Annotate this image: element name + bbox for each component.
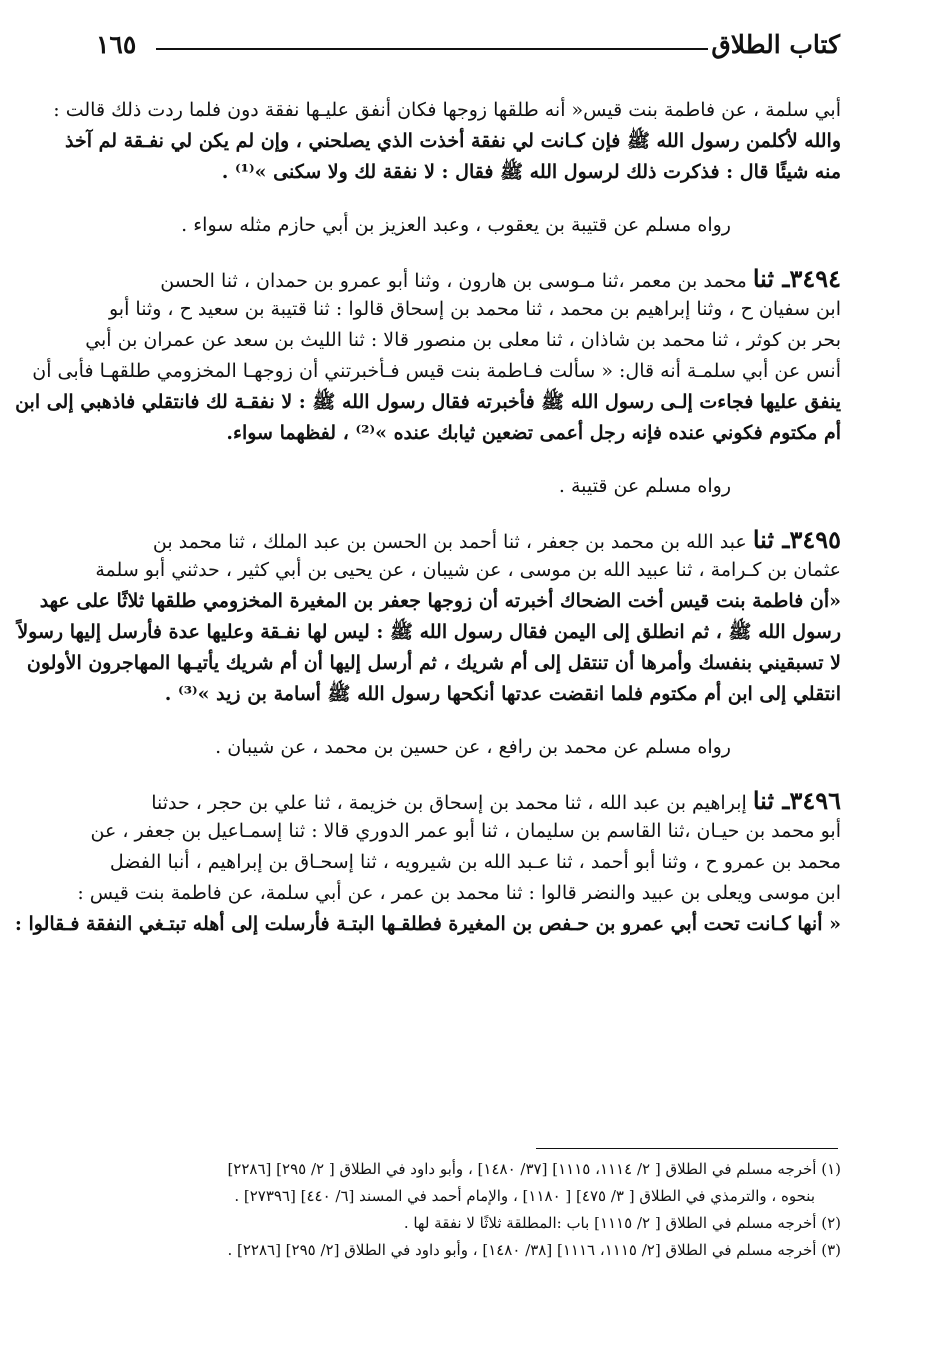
text-line: ابن سفيان ح ، وثنا إبراهيم بن محمد ، ثنا محمد بن إسحاق قالوا : ثنا قتيبة بن سعيد ح ، وثنا أبو bbox=[108, 298, 841, 320]
text-line: منه شيئًا قال : فذكرت ذلك لرسول الله ﷺ فقال : لا نفقة لك ولا سكنى »⁽¹⁾ . bbox=[221, 161, 841, 183]
text-line: أم مكتوم فكوني عنده فإنه رجل أعمى تضعين ثيابك عنده »⁽²⁾ ، لفظهما سواء. bbox=[226, 422, 841, 444]
text-line: رسول الله ﷺ ، ثم انطلق إلى اليمن فقال رسول الله ﷺ : ليس لها نفـقة وعليها عدة فأرسل إليها رسولاً bbox=[17, 621, 841, 643]
text-line: ينفق عليها فجاءت إلـى رسول الله ﷺ فأخبرته فقال رسول الله ﷺ : لا نفقـة لك فانتقلي فاذهبي إلى ابن bbox=[15, 391, 841, 413]
text-line: أنس عن أبي سلمـة أنه قال: « سألت فـاطمة بنت قيس فـأخبرتني أن زوجهـا المخزومي طلقهـا فأبى أن bbox=[32, 360, 841, 382]
text-line: محمد بن عمرو ح ، وثنا أبو أحمد ، ثنا عـبد الله بن شيرويه ، ثنا إسحـاق بن إبراهيم ، أنبا الفضل bbox=[109, 851, 841, 873]
footnote: (١) أخرجه مسلم في الطلاق [ ٢/ ١١١٤، ١١١٥] [٣٧/ ١٤٨٠] ، وأبو داود في الطلاق [ ٢/ ٢٩٥] [٢٢٨٦] bbox=[227, 1160, 841, 1178]
text-line: أبو محمد بن حيـان ،ثنا القاسم بن سليمان ، ثنا أبو عمر الدوري قالا : ثنا إسمـاعيل بن جعفر ، عن bbox=[90, 820, 841, 842]
text-line: « أنها كـانت تحت أبي عمرو بن حـفص بن المغيرة فطلقـها البتـة فأرسلت إلى أهله تبتـغي النفقة فـقالوا : bbox=[14, 913, 841, 935]
footnote-continuation: بنحوه ، والترمذي في الطلاق [ ٣/ ٤٧٥] [ ١١٨٠] ، والإمام أحمد في المسند [٦/ ٤٤٠] [٢٧٣٩٦] . bbox=[234, 1187, 815, 1205]
hadith-number: ٣٤٩٥ـ ثنا bbox=[752, 525, 841, 554]
text-line: عثمان بن كـرامة ، ثنا عبيد الله بن موسى ، عن شيبان ، عن يحيى بن أبي كثير ، حدثني أبو سلمة bbox=[95, 559, 841, 581]
footnote: (٣) أخرجه مسلم في الطلاق [٢/ ١١١٥، ١١١٦] [٣٨/ ١٤٨٠] ، وأبو داود في الطلاق [٢/ ٢٩٥] [٢٢٨٦] . bbox=[227, 1241, 841, 1259]
text-line: ابن موسى ويعلى بن عبيد والنضر قالوا : ثنا محمد بن عمر ، عن أبي سلمة، عن فاطمة بنت قيس : bbox=[77, 882, 841, 904]
text-line: لا تسبقيني بنفسك وأمرها أن تنتقل إلى أم شريك ، ثم أرسل إليها أن أم شريك يأتيـها المهاجرون الأولون bbox=[26, 652, 841, 674]
text-line: انتقلي إلى ابن أم مكتوم فلما انقضت عدتها أنكحها رسول الله ﷺ أسامة بن زيد »⁽³⁾ . bbox=[164, 683, 841, 705]
hadith-number: ٣٤٩٤ـ ثنا bbox=[752, 264, 841, 293]
main-text bbox=[14, 95, 841, 940]
riwaya-note: رواه مسلم عن قتيبة . bbox=[558, 475, 731, 497]
riwaya-note: رواه مسلم عن قتيبة بن يعقوب ، وعبد العزيز بن أبي حازم مثله سواء . bbox=[181, 214, 731, 236]
hadith-3496-line: ٣٤٩٦ـ ثنا إبراهيم بن عبد الله ، ثنا محمد بن إسحاق بن خزيمة ، ثنا علي بن حجر ، حدثنا bbox=[151, 786, 841, 815]
riwaya-note: رواه مسلم عن محمد بن رافع ، عن حسين بن محمد ، عن شيبان . bbox=[215, 736, 731, 758]
footnote-rule bbox=[536, 1148, 838, 1149]
page-header bbox=[96, 28, 840, 68]
page-number: ١٦٥ bbox=[96, 30, 137, 59]
text-line: بحر بن كوثر ، ثنا محمد بن شاذان ، ثنا معلى بن منصور قالا : ثنا الليث بن سعد عن عمران بن أبي bbox=[85, 329, 841, 351]
text-line: والله لأكلمن رسول الله ﷺ فإن كـانت لي نفقة أخذت الذي يصلحني ، وإن لم يكن لي نفـقة لم آخذ bbox=[65, 130, 841, 152]
text-line: «أن فاطمة بنت قيس أخت الضحاك أخبرته أن زوجها جعفر بن المغيرة المخزومي طلقها ثلاثًا على عهد bbox=[39, 590, 841, 612]
footnote: (٢) أخرجه مسلم في الطلاق [ ٢/ ١١١٥] باب :المطلقة ثلاثًا لا نفقة لها . bbox=[403, 1214, 841, 1232]
running-title: كتاب الطلاق bbox=[711, 30, 840, 59]
footnotes bbox=[101, 1156, 841, 1264]
hadith-3495-line: ٣٤٩٥ـ ثنا عبد الله بن محمد بن جعفر ، ثنا أحمد بن الحسن بن عبد الملك ، ثنا محمد بن bbox=[152, 525, 841, 554]
text-line: أبي سلمة ، عن فاطمة بنت قيس« أنه طلقها زوجها فكان أنفق عليـها نفقة دون فلما ردت ذلك قالت : bbox=[53, 99, 841, 121]
hadith-number: ٣٤٩٦ـ ثنا bbox=[752, 786, 841, 815]
header-rule bbox=[156, 48, 708, 50]
hadith-3494-line: ٣٤٩٤ـ ثنا محمد بن معمر ،ثنا مـوسى بن هارون ، وثنا أبو عمرو بن حمدان ، ثنا الحسن bbox=[160, 264, 841, 293]
